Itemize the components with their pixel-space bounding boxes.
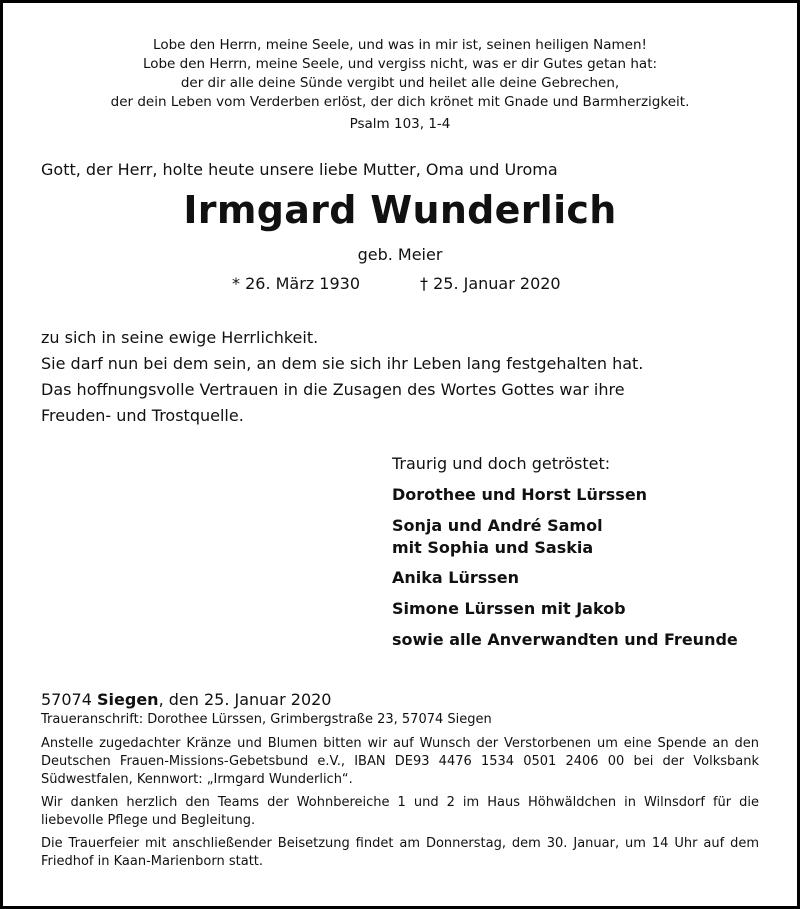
mourner-name: Sonja und André Samol xyxy=(392,516,603,535)
mourner-name: Dorothee und Horst Lürssen xyxy=(392,485,648,504)
mourners-heading: Traurig und doch getröstet: xyxy=(392,454,611,473)
funeral-note: Die Trauerfeier mit anschließender Beisetzung findet am Donnerstag, dem 30. Januar, um 14 Uhr auf dem Friedhof in Kaan-Marienborn statt. xyxy=(41,836,759,869)
body-line-3: Das hoffnungsvolle Vertrauen in die Zusagen des Wortes Gottes war ihre xyxy=(41,380,625,399)
maiden-name: geb. Meier xyxy=(357,245,443,264)
psalm-line-3: der dir alle deine Sünde vergibt und heilet alle deine Gebrechen, xyxy=(180,75,620,91)
city: Siegen xyxy=(97,690,159,709)
body-line-1: zu sich in seine ewige Herrlichkeit. xyxy=(41,328,319,347)
psalm-line-2: Lobe den Herrn, meine Seele, und vergiss nicht, was er dir Gutes getan hat: xyxy=(142,56,658,72)
intro-text: Gott, der Herr, holte heute unsere liebe Mutter, Oma und Uroma xyxy=(41,160,558,179)
thanks-note: Wir danken herzlich den Teams der Wohnbereiche 1 und 2 im Haus Höhwäldchen in Wilnsdorf für die liebevolle Pflege und Begleitung. xyxy=(41,795,759,828)
death-date: † 25. Januar 2020 xyxy=(420,274,561,293)
body-line-4: Freuden- und Trostquelle. xyxy=(41,406,244,425)
psalm-line-1: Lobe den Herrn, meine Seele, und was in mir ist, seinen heiligen Namen! xyxy=(153,37,647,53)
mourner-name: Simone Lürssen mit Jakob xyxy=(392,599,626,618)
date-text: , den 25. Januar 2020 xyxy=(158,690,332,709)
mourner-name: Anika Lürssen xyxy=(392,568,520,587)
donation-note: Anstelle zugedachter Kränze und Blumen bitten wir auf Wunsch der Verstorbenen um eine Spende an den Deutschen Frauen-Missions-Gebetsbund e.V., IBAN DE93 4476 1534 0501 2406 00 bei der Volksbank Südwestfalen, Kennwort: „Irmgard Wunderlich“. xyxy=(41,736,759,787)
zip-code: 57074 xyxy=(41,690,92,709)
birth-date: * 26. März 1930 xyxy=(232,274,361,293)
mourner-name: sowie alle Anverwandten und Freunde xyxy=(392,630,738,649)
deceased-name: Irmgard Wunderlich xyxy=(183,188,617,232)
mourner-name: mit Sophia und Saskia xyxy=(392,538,594,557)
mourning-address: Traueranschrift: Dorothee Lürssen, Grimbergstraße 23, 57074 Siegen xyxy=(41,712,492,727)
place-date xyxy=(41,690,331,709)
psalm-reference: Psalm 103, 1-4 xyxy=(349,116,451,132)
body-line-2: Sie darf nun bei dem sein, an dem sie sich ihr Leben lang festgehalten hat. xyxy=(41,354,644,373)
psalm-line-4: der dein Leben vom Verderben erlöst, der dich krönet mit Gnade und Barmherzigkeit. xyxy=(110,94,690,110)
